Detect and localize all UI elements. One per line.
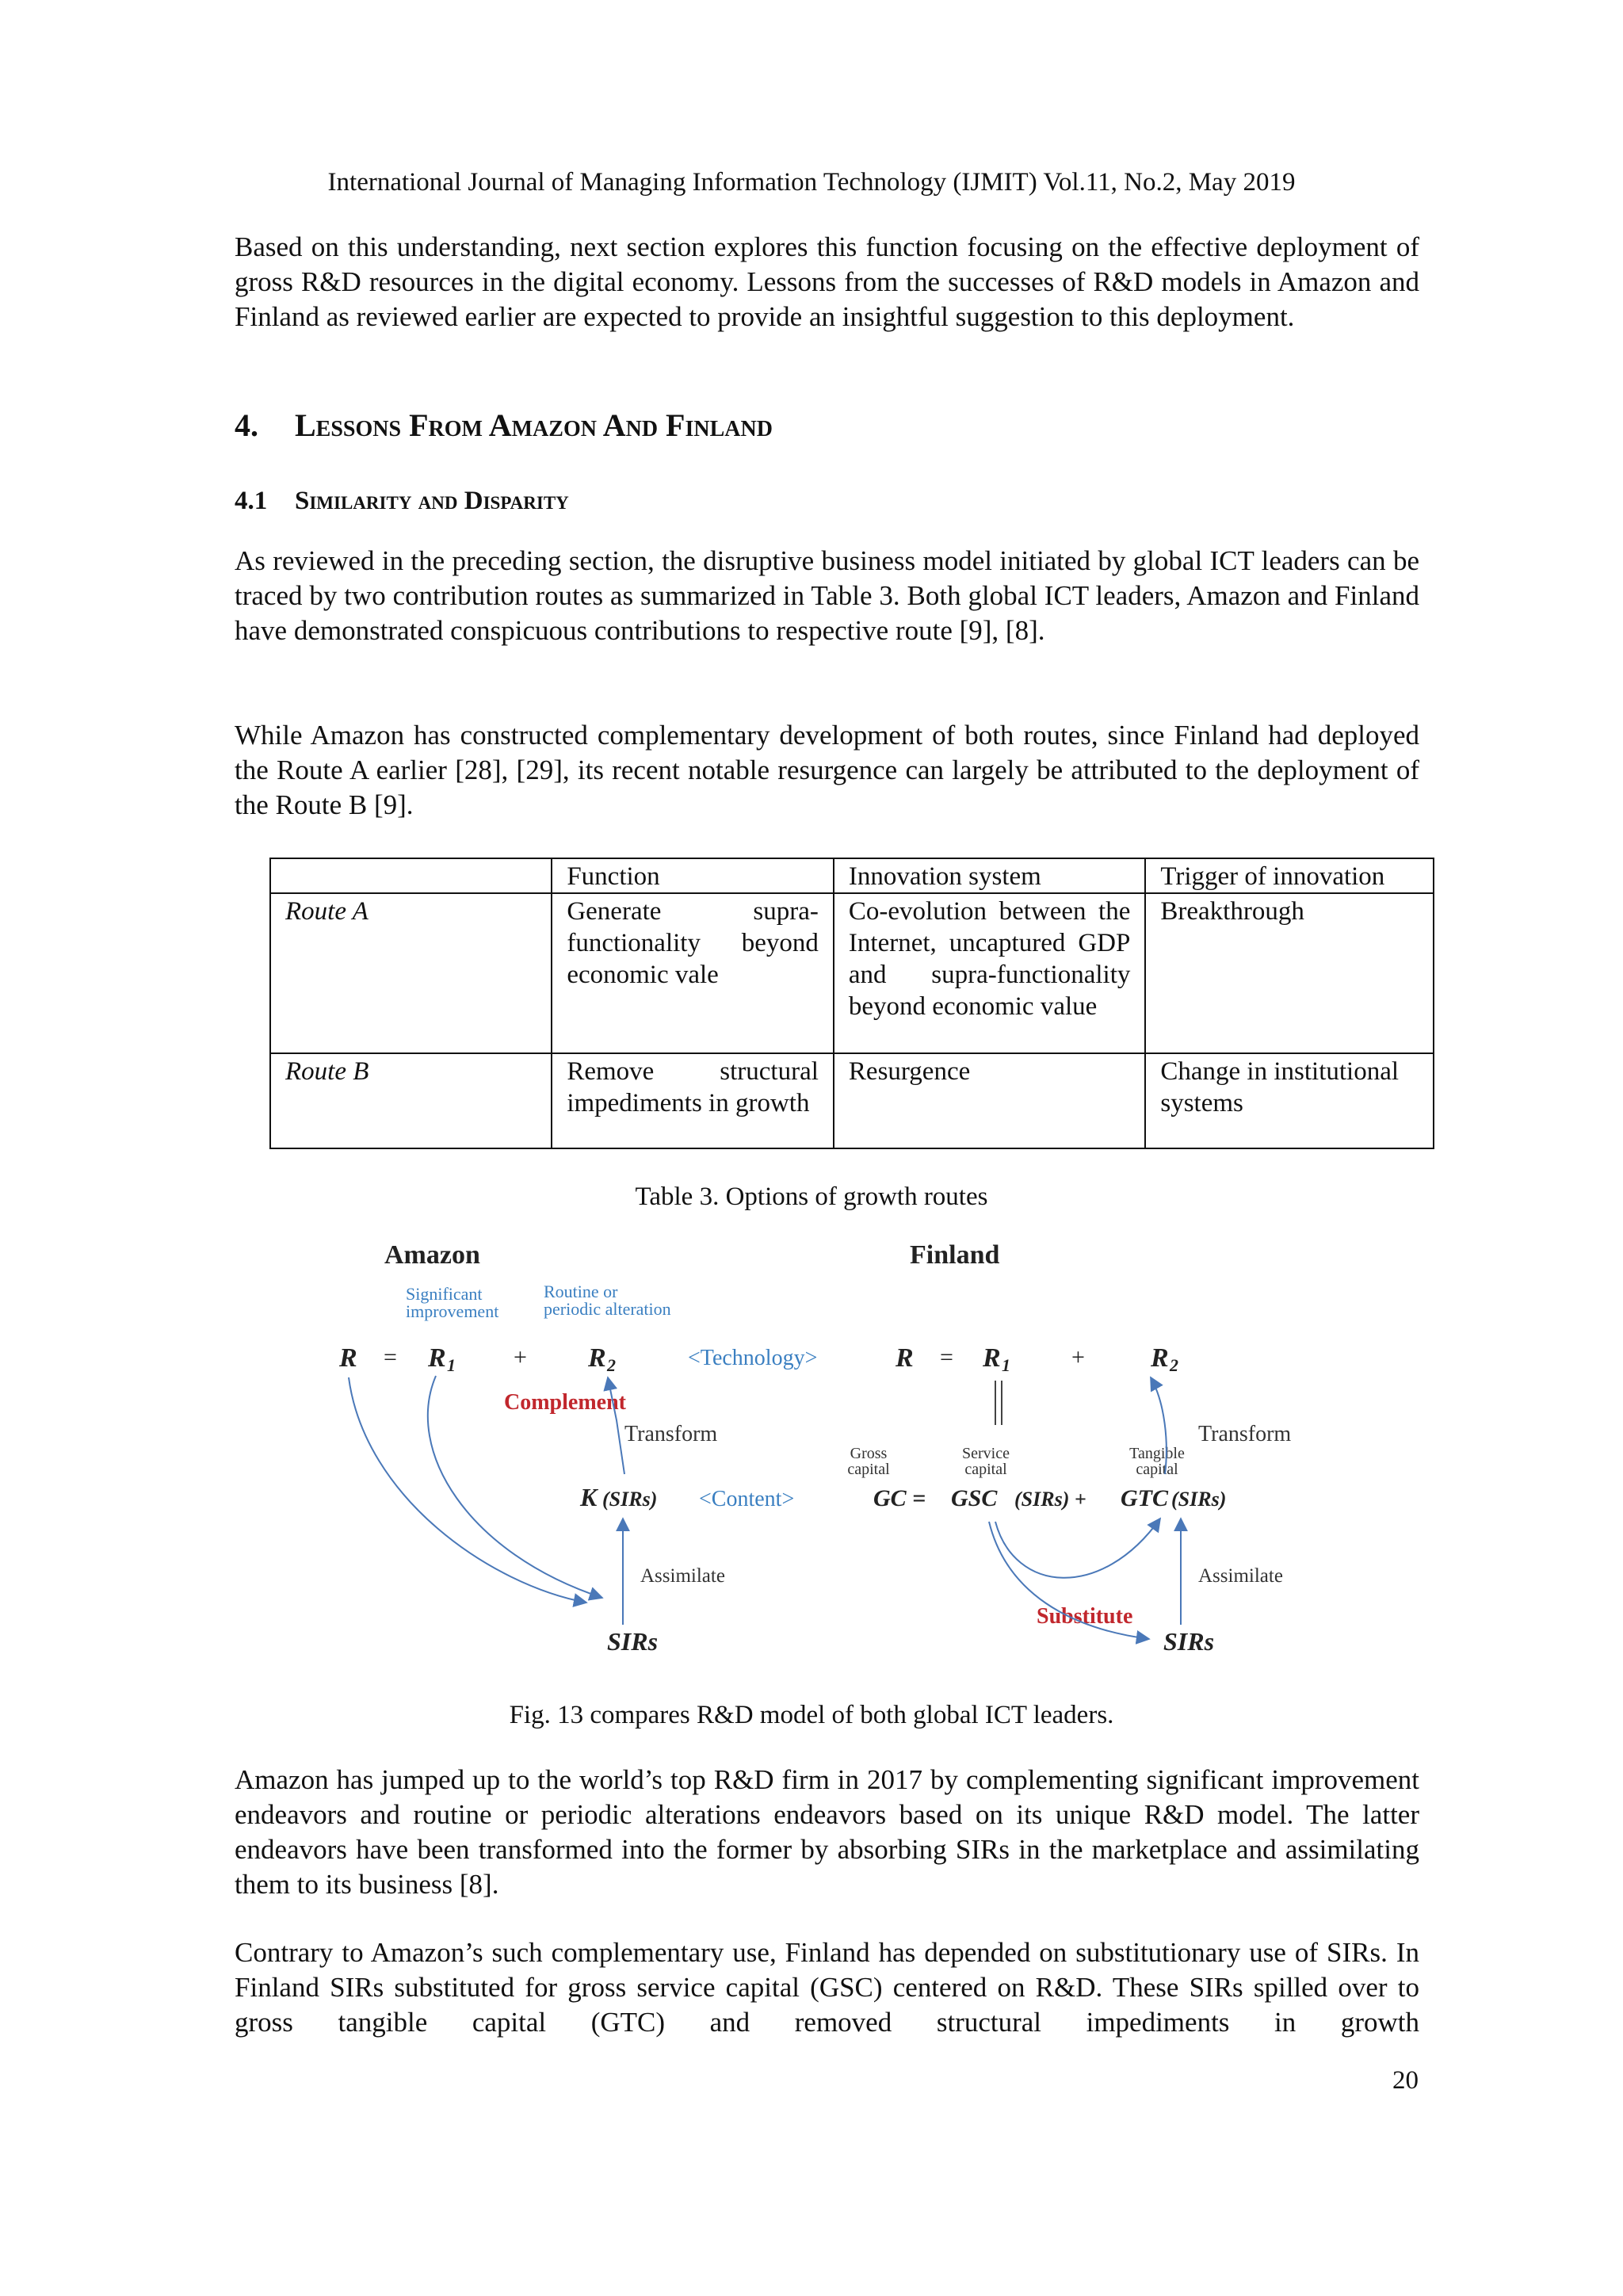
k-sirs: (SIRs) [602,1488,658,1511]
complement-label: Complement [504,1390,626,1415]
gsc-sirs: (SIRs) + [1014,1488,1086,1511]
rd-model-figure [317,1236,1316,1680]
gc-equation: GC = [873,1485,926,1511]
finland-assimilate-label: Assimilate [1198,1565,1283,1587]
table-cell: Co-evolution between the Internet, uncaptured GDP and supra-functionality beyond economic value [834,893,1145,1053]
technology-label: <Technology> [688,1346,818,1370]
note-improvement: improvement [406,1301,499,1321]
amazon-sirs: SIRs [607,1627,659,1656]
subsection-title: Similarity and Disparity [295,487,569,515]
paragraph-amazon: Amazon has jumped up to the world’s top R&D firm in 2017 by complementing significant improvement endeavors and routine or periodic alterations endeavors based on its unique R&D model. The latter endeavors have been transformed into the former by absorbing SIRs in the marketplace and assimilating them to its business [8]. [235,1764,1419,1900]
section-number: 4. [235,407,258,443]
table-header-cell [270,858,552,893]
k-symbol: K [580,1483,598,1511]
subsection-heading [235,487,569,516]
table-row [270,893,1434,1053]
amazon-eq-r1: R [428,1343,446,1373]
content-label: <Content> [699,1487,795,1511]
amazon-eq-r2-sub: 2 [607,1355,616,1375]
table-cell: Change in institutional systems [1145,1053,1434,1148]
table-row [270,1053,1434,1148]
finland-eq-r1-sub: 1 [1002,1355,1010,1375]
figure-caption: Fig. 13 compares R&D model of both global ICT leaders. [509,1701,1114,1729]
section-heading [235,407,773,444]
finland-eq-r: R [896,1343,914,1373]
table-header-cell: Function [552,858,834,893]
table-cell-route: Route B [270,1053,552,1148]
gtc-symbol: GTC [1121,1485,1168,1511]
amazon-title: Amazon [384,1240,480,1270]
amazon-transform-label: Transform [624,1422,718,1446]
finland-eq-r2: R [1151,1343,1169,1373]
amazon-eq-r: R [339,1343,357,1373]
finland-eq-r1: R [983,1343,1001,1373]
finland-sirs: SIRs [1163,1627,1215,1656]
table-cell: Breakthrough [1145,893,1434,1053]
gross-capital-label-b: capital [847,1461,890,1478]
amazon-eq-plus: + [514,1344,527,1370]
substitute-label: Substitute [1037,1604,1133,1629]
gsc-to-gtc-arrow [995,1519,1160,1578]
amazon-assimilate-label: Assimilate [640,1565,725,1587]
gsc-symbol: GSC [951,1485,998,1511]
paragraph-finland: While Amazon has constructed complementary development of both routes, since Finland had deployed the Route A earlier [28], [29], its recent notable resurgence can largely be attributed to the deployment of the Route B [9]. [235,720,1419,820]
paragraph-routes: As reviewed in the preceding section, the disruptive business model initiated by global ICT leaders can be traced by two contribution routes as summarized in Table 3. Both global ICT leaders, Amazon and Finland have demonstrated conspicuous contributions to respective route [9], [8]. [235,545,1419,646]
paragraph-substitution: Contrary to Amazon’s such complementary use, Finland has depended on substitutionary use of SIRs. In Finland SIRs substituted for gross service capital (GSC) centered on R&D. These SIRs spilled over to gross tangible capital (GTC) and removed structural impediments in growth [235,1937,1419,2038]
table-cell: Remove structural impediments in growth [552,1053,834,1148]
tangible-capital-label-b: capital [1136,1461,1178,1478]
table-header-cell: Innovation system [834,858,1145,893]
finland-title: Finland [910,1240,1000,1270]
service-capital-label-a: Service [962,1445,1010,1462]
table-header-cell: Trigger of innovation [1145,858,1434,893]
paragraph-intro: Based on this understanding, next section explores this function focusing on the effective deployment of gross R&D resources in the digital economy. Lessons from the successes of R&D models in Amazon and Finland as reviewed earlier are expected to provide an insightful suggestion to this deployment. [235,231,1419,332]
journal-header: International Journal of Managing Information Technology (IJMIT) Vol.11, No.2, May 2019 [327,168,1296,197]
growth-routes-table [269,858,1434,1149]
note-significant: Significant [406,1284,483,1304]
finland-eq-plus: + [1071,1344,1085,1370]
finland-eq-equals: = [940,1344,953,1370]
amazon-eq-r1-sub: 1 [447,1355,456,1375]
note-periodic: periodic alteration [544,1299,671,1319]
finland-transform-label: Transform [1198,1422,1292,1446]
page-number: 20 [1392,2066,1419,2095]
finland-eq-r2-sub: 2 [1170,1355,1178,1375]
tangible-capital-label-a: Tangible [1129,1445,1185,1462]
section-title: Lessons From Amazon And Finland [295,407,773,443]
note-routine: Routine or [544,1282,618,1301]
amazon-eq-r2: R [588,1343,606,1373]
table-cell-route: Route A [270,893,552,1053]
table-cell: Resurgence [834,1053,1145,1148]
table-header-row [270,858,1434,893]
table-caption: Table 3. Options of growth routes [635,1182,988,1211]
gtc-sirs: (SIRs) [1171,1488,1227,1511]
amazon-eq-equals: = [384,1344,397,1370]
gross-capital-label-a: Gross [850,1445,888,1462]
subsection-number: 4.1 [235,487,268,515]
service-capital-label-b: capital [964,1461,1007,1478]
table-cell: Generate supra-functionality beyond economic vale [552,893,834,1053]
